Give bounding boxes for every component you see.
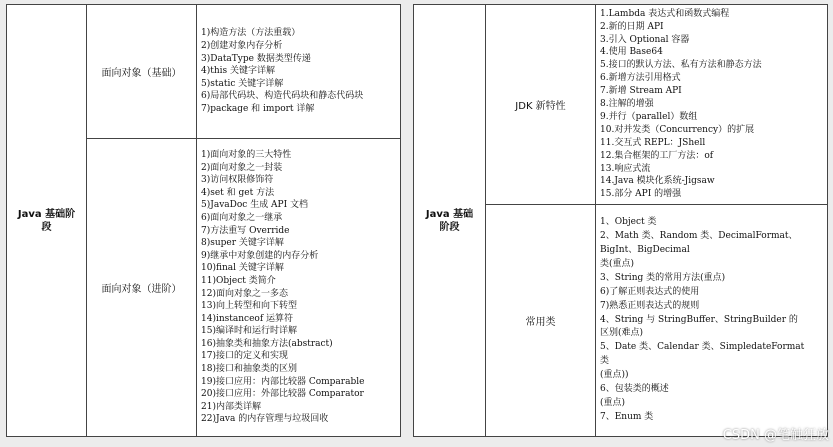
list-item: 3)DataType 数据类型传递	[201, 53, 311, 64]
csdn-watermark: CSDN @笔触狂放	[722, 428, 829, 443]
list-item: 10.对并发类（Concurrency）的扩展	[600, 124, 755, 135]
list-item: 4.使用 Base64	[600, 47, 663, 58]
list-item: 5)static 关键字详解	[201, 78, 284, 89]
list-item: 类(重点)	[600, 258, 635, 269]
list-item: 5.接口的默认方法、私有方法和静态方法	[600, 60, 762, 71]
list-item: 7)熟悉正则表达式的规则	[600, 300, 700, 311]
list-item: 7)package 和 import 详解	[201, 103, 315, 114]
curriculum-table-left	[6, 4, 401, 437]
list-item: 3.引入 Optional 容器	[600, 34, 690, 45]
list-item: 2.新的日期 API	[600, 21, 664, 32]
item-list	[197, 27, 400, 115]
list-item: 15)编译时和运行时详解	[201, 326, 297, 337]
list-item: 1、Object 类	[600, 217, 657, 228]
list-item: BigInt、BigDecimal	[600, 245, 690, 256]
stage-label: Java 基础阶段	[7, 5, 87, 437]
list-item: 区别(难点)	[600, 328, 644, 339]
list-item: 7.新增 Stream API	[600, 86, 682, 97]
list-item: 12)面向对象之一多态	[201, 288, 288, 299]
list-item: 21)内部类详解	[201, 401, 261, 412]
list-item: 1.Lambda 表达式和函数式编程	[600, 8, 730, 19]
curriculum-table-right	[413, 4, 828, 437]
list-item: 6、包装类的概述	[600, 384, 669, 395]
list-item: 类	[600, 356, 610, 367]
list-item: 16)抽象类和抽象方法(abstract)	[201, 338, 333, 349]
list-item: 9.并行（parallel）数组	[600, 111, 698, 122]
category-common-classes: 常用类	[486, 205, 596, 437]
items-cell	[197, 5, 401, 139]
list-item: 15.部分 API 的增强	[600, 189, 682, 200]
list-item: 6)面向对象之一继承	[201, 212, 283, 223]
list-item: 14)instanceof 运算符	[201, 313, 294, 324]
list-item: 4)this 关键字详解	[201, 66, 276, 77]
item-list	[596, 8, 827, 202]
stage-label: Java 基础阶段	[414, 5, 486, 437]
list-item: 5、Date 类、Calendar 类、SimpledateFormat	[600, 342, 805, 353]
list-item: 7)方法重写 Override	[201, 225, 290, 236]
list-item: 10)final 关键字详解	[201, 263, 284, 274]
list-item: 1)面向对象的三大特性	[201, 149, 292, 160]
item-list	[596, 216, 827, 425]
item-list	[197, 149, 400, 426]
list-item: 6)局部代码块、构造代码块和静态代码块	[201, 91, 364, 102]
list-item: (重点))	[600, 370, 629, 381]
list-item: 20)接口应用：外部比较器 Comparator	[201, 389, 364, 400]
list-item: 11.交互式 REPL：JShell	[600, 137, 706, 148]
list-item: 14.Java 模块化系统-Jigsaw	[600, 176, 715, 187]
items-cell	[197, 139, 401, 437]
list-item: 7、Enum 类	[600, 411, 654, 422]
list-item: 17)接口的定义和实现	[201, 351, 288, 362]
list-item: 1)构造方法（方法重载）	[201, 28, 301, 39]
list-item: 6)了解正则表达式的使用	[600, 286, 700, 297]
items-cell	[596, 205, 828, 437]
left-table-card	[6, 4, 401, 437]
list-item: 4)set 和 get 方法	[201, 187, 275, 198]
category-oop-basic: 面向对象（基础）	[87, 5, 197, 139]
list-item: 8)super 关键字详解	[201, 238, 284, 249]
list-item: 18)接口和抽象类的区别	[201, 364, 297, 375]
list-item: 2、Math 类、Random 类、DecimalFormat、	[600, 231, 798, 242]
list-item: 13)向上转型和向下转型	[201, 301, 297, 312]
list-item: 13.响应式流	[600, 163, 651, 174]
list-item: 3、String 类的常用方法(重点)	[600, 272, 726, 283]
list-item: 19)接口应用：内部比较器 Comparable	[201, 376, 365, 387]
list-item: (重点)	[600, 397, 626, 408]
list-item: 5)JavaDoc 生成 API 文档	[201, 200, 309, 211]
list-item: 12.集合框架的工厂方法：of	[600, 150, 714, 161]
list-item: 9)继承中对象创建的内存分析	[201, 250, 319, 261]
list-item: 2)创建对象内存分析	[201, 41, 283, 52]
list-item: 22)Java 的内存管理与垃圾回收	[201, 414, 329, 425]
category-jdk-features: JDK 新特性	[486, 5, 596, 205]
list-item: 3)访问权限修饰符	[201, 175, 274, 186]
list-item: 2)面向对象之一封装	[201, 162, 283, 173]
list-item: 11)Object 类简介	[201, 275, 276, 286]
items-cell	[596, 5, 828, 205]
list-item: 6.新增方法引用格式	[600, 73, 681, 84]
list-item: 4、String 与 StringBuffer、StringBuilder 的	[600, 314, 798, 325]
category-oop-advanced: 面向对象（进阶）	[87, 139, 197, 437]
right-table-card	[413, 4, 828, 437]
list-item: 8.注解的增强	[600, 99, 654, 110]
